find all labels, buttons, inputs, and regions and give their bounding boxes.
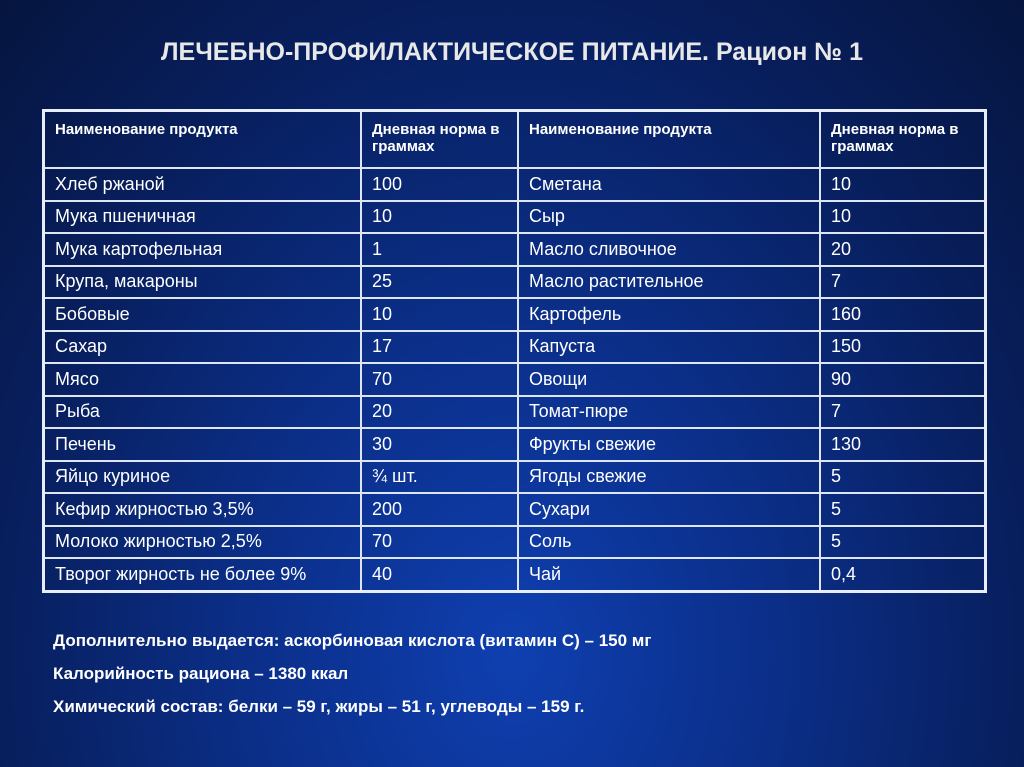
product-name: Масло растительное: [518, 266, 820, 299]
daily-norm: 0,4: [820, 558, 986, 591]
table-row: [44, 168, 986, 201]
daily-norm: 100: [361, 168, 518, 201]
table-row: [44, 201, 986, 234]
daily-norm: 70: [361, 363, 518, 396]
daily-norm: 10: [361, 201, 518, 234]
daily-norm: 10: [820, 201, 986, 234]
product-name: Сухари: [518, 493, 820, 526]
product-name: Фрукты свежие: [518, 428, 820, 461]
product-name: Картофель: [518, 298, 820, 331]
table-row: [44, 493, 986, 526]
table-row: [44, 461, 986, 494]
header-product-2: Наименование продукта: [518, 111, 820, 169]
table-row: [44, 331, 986, 364]
daily-norm: 1: [361, 233, 518, 266]
product-name: Бобовые: [44, 298, 362, 331]
header-norm-2: Дневная норма в граммах: [820, 111, 986, 169]
daily-norm: 90: [820, 363, 986, 396]
product-name: Крупа, макароны: [44, 266, 362, 299]
note-composition: Химический состав: белки – 59 г, жиры – 51 г, углеводы – 159 г.: [53, 697, 585, 716]
table-row: [44, 266, 986, 299]
product-name: Томат-пюре: [518, 396, 820, 429]
product-name: Печень: [44, 428, 362, 461]
product-name: Овощи: [518, 363, 820, 396]
product-name: Мука картофельная: [44, 233, 362, 266]
table-row: [44, 363, 986, 396]
daily-norm: 200: [361, 493, 518, 526]
product-name: Сметана: [518, 168, 820, 201]
daily-norm: 25: [361, 266, 518, 299]
daily-norm: 10: [361, 298, 518, 331]
table-row: [44, 396, 986, 429]
slide-title: ЛЕЧЕБНО-ПРОФИЛАКТИЧЕСКОЕ ПИТАНИЕ. Рацион № 1: [161, 38, 863, 66]
header-product-1: Наименование продукта: [44, 111, 362, 169]
ration-table: [42, 109, 987, 593]
daily-norm: 40: [361, 558, 518, 591]
product-name: Мясо: [44, 363, 362, 396]
product-name: Мука пшеничная: [44, 201, 362, 234]
daily-norm: 70: [361, 526, 518, 559]
notes: [53, 624, 651, 723]
table-row: [44, 233, 986, 266]
product-name: Яйцо куриное: [44, 461, 362, 494]
note-vitamin: Дополнительно выдается: аскорбиновая кислота (витамин С) – 150 мг: [53, 631, 652, 650]
daily-norm: 150: [820, 331, 986, 364]
product-name: Рыба: [44, 396, 362, 429]
table-row: [44, 526, 986, 559]
daily-norm: 7: [820, 266, 986, 299]
daily-norm: ¾ шт.: [361, 461, 518, 494]
product-name: Сахар: [44, 331, 362, 364]
product-name: Хлеб ржаной: [44, 168, 362, 201]
daily-norm: 5: [820, 526, 986, 559]
product-name: Масло сливочное: [518, 233, 820, 266]
product-name: Сыр: [518, 201, 820, 234]
note-calories: Калорийность рациона – 1380 ккал: [53, 664, 349, 683]
product-name: Творог жирность не более 9%: [44, 558, 362, 591]
daily-norm: 7: [820, 396, 986, 429]
table-row: [44, 428, 986, 461]
daily-norm: 17: [361, 331, 518, 364]
table-row: [44, 558, 986, 591]
daily-norm: 130: [820, 428, 986, 461]
header-norm-1: Дневная норма в граммах: [361, 111, 518, 169]
product-name: Молоко жирностью 2,5%: [44, 526, 362, 559]
product-name: Ягоды свежие: [518, 461, 820, 494]
daily-norm: 20: [820, 233, 986, 266]
product-name: Кефир жирностью 3,5%: [44, 493, 362, 526]
product-name: Чай: [518, 558, 820, 591]
daily-norm: 20: [361, 396, 518, 429]
daily-norm: 5: [820, 461, 986, 494]
daily-norm: 10: [820, 168, 986, 201]
daily-norm: 160: [820, 298, 986, 331]
daily-norm: 5: [820, 493, 986, 526]
product-name: Капуста: [518, 331, 820, 364]
table-header-row: [44, 111, 986, 169]
product-name: Соль: [518, 526, 820, 559]
daily-norm: 30: [361, 428, 518, 461]
table-row: [44, 298, 986, 331]
